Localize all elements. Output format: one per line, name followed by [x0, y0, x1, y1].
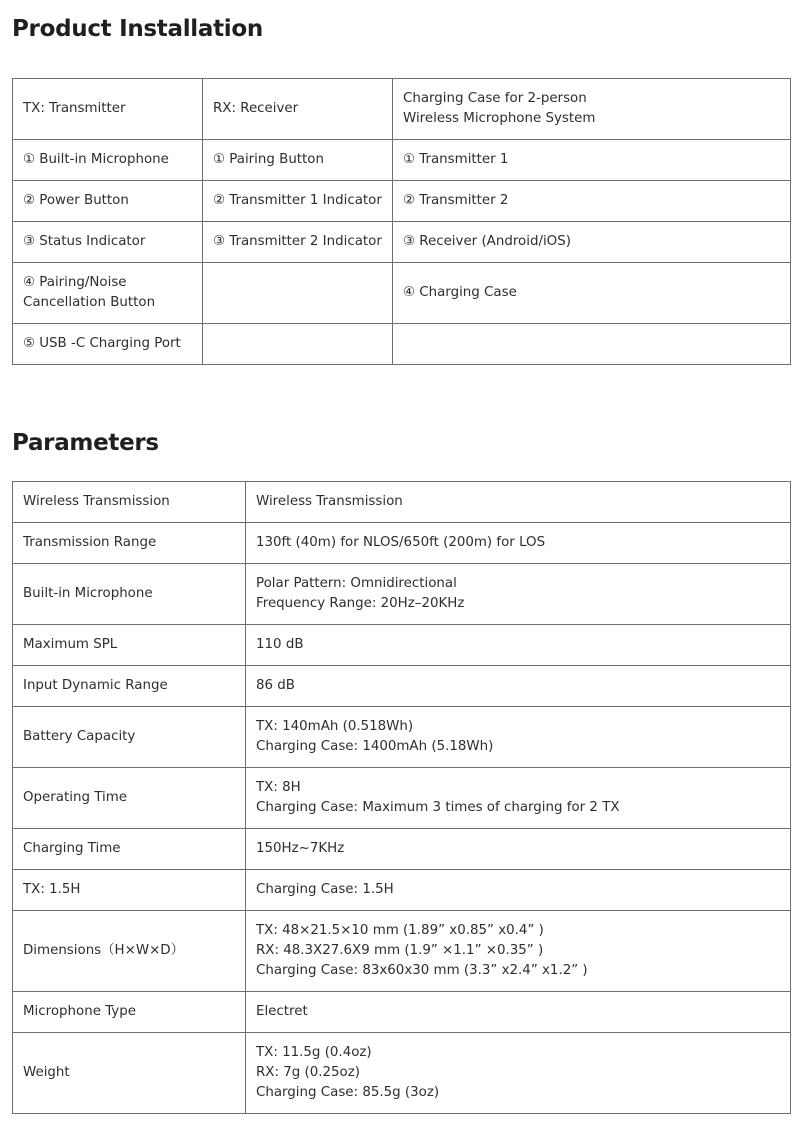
table-row: [13, 324, 791, 365]
table-row: [13, 666, 791, 707]
table-cell: ③ Status Indicator: [13, 222, 203, 263]
table-row: [13, 1033, 791, 1114]
param-name: Transmission Range: [13, 523, 246, 564]
table-row: [13, 79, 791, 140]
table-row: [13, 911, 791, 992]
table-cell: ④ Charging Case: [393, 263, 791, 324]
table-cell: Charging Case for 2-person Wireless Microphone System: [393, 79, 791, 140]
param-value: Charging Case: 1.5H: [246, 870, 791, 911]
table-cell: ② Transmitter 2: [393, 181, 791, 222]
table-cell: ① Transmitter 1: [393, 140, 791, 181]
param-value: 150Hz~7KHz: [246, 829, 791, 870]
param-value: Polar Pattern: Omnidirectional Frequency Range: 20Hz–20KHz: [246, 564, 791, 625]
table-cell: [203, 263, 393, 324]
param-value: 110 dB: [246, 625, 791, 666]
parameters-title: Parameters: [12, 430, 159, 456]
param-name: Operating Time: [13, 768, 246, 829]
table-row: [13, 564, 791, 625]
table-cell: ⑤ USB -C Charging Port: [13, 324, 203, 365]
param-name: Charging Time: [13, 829, 246, 870]
param-name: Dimensions（H×W×D）: [13, 911, 246, 992]
table-cell: ③ Receiver (Android/iOS): [393, 222, 791, 263]
installation-table: [12, 78, 791, 365]
table-row: [13, 181, 791, 222]
parameters-table: [12, 481, 791, 1114]
product-installation-title: Product Installation: [12, 16, 263, 42]
param-value: Electret: [246, 992, 791, 1033]
table-cell: ③ Transmitter 2 Indicator: [203, 222, 393, 263]
param-name: Input Dynamic Range: [13, 666, 246, 707]
table-row: [13, 992, 791, 1033]
table-row: [13, 523, 791, 564]
table-cell: [203, 324, 393, 365]
param-name: Battery Capacity: [13, 707, 246, 768]
table-cell: ① Pairing Button: [203, 140, 393, 181]
param-name: Wireless Transmission: [13, 482, 246, 523]
table-cell: ② Transmitter 1 Indicator: [203, 181, 393, 222]
table-row: [13, 482, 791, 523]
table-cell: TX: Transmitter: [13, 79, 203, 140]
table-row: [13, 263, 791, 324]
table-row: [13, 829, 791, 870]
param-value: TX: 48×21.5×10 mm (1.89” x0.85” x0.4” ) RX: 48.3X27.6X9 mm (1.9” ×1.1” ×0.35” ) Charging Case: 83x60x30 mm (3.3” x2.4” x1.2” ): [246, 911, 791, 992]
table-cell: [393, 324, 791, 365]
table-row: [13, 707, 791, 768]
table-cell: ② Power Button: [13, 181, 203, 222]
table-cell: ④ Pairing/Noise Cancellation Button: [13, 263, 203, 324]
table-row: [13, 222, 791, 263]
param-name: TX: 1.5H: [13, 870, 246, 911]
param-name: Microphone Type: [13, 992, 246, 1033]
table-cell: RX: Receiver: [203, 79, 393, 140]
table-row: [13, 870, 791, 911]
table-row: [13, 768, 791, 829]
param-value: 130ft (40m) for NLOS/650ft (200m) for LOS: [246, 523, 791, 564]
param-name: Built-in Microphone: [13, 564, 246, 625]
param-value: 86 dB: [246, 666, 791, 707]
table-cell: ① Built-in Microphone: [13, 140, 203, 181]
table-row: [13, 625, 791, 666]
table-row: [13, 140, 791, 181]
param-name: Weight: [13, 1033, 246, 1114]
param-value: TX: 140mAh (0.518Wh) Charging Case: 1400mAh (5.18Wh): [246, 707, 791, 768]
param-name: Maximum SPL: [13, 625, 246, 666]
param-value: TX: 8H Charging Case: Maximum 3 times of charging for 2 TX: [246, 768, 791, 829]
param-value: Wireless Transmission: [246, 482, 791, 523]
param-value: TX: 11.5g (0.4oz) RX: 7g (0.25oz) Charging Case: 85.5g (3oz): [246, 1033, 791, 1114]
